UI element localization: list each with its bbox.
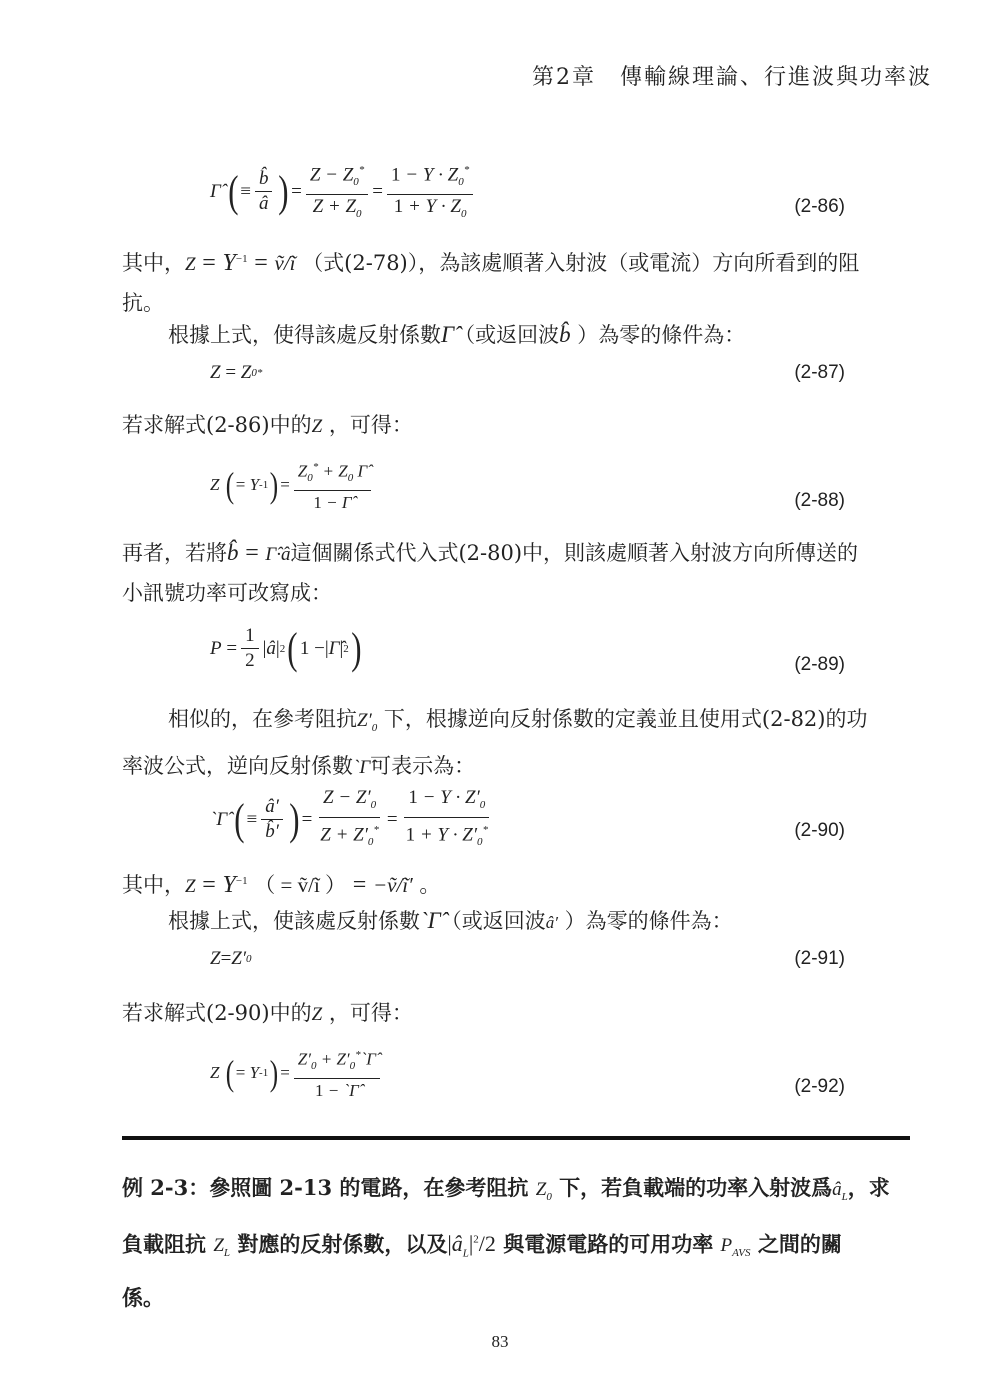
equation-2-90: `Γ̂ ( ≡ $\frac{â'}{b̂'}$ ) = $\frac{Z - Z'_0}{Z + Z'_0^*}$ = $\frac{1 - Y \cdot Z'_0}{1 + Y \cdot Z'_0^*}$: [210, 787, 489, 848]
equation-2-87: Z = Z 0 *: [210, 362, 263, 383]
page-number: 83: [491, 1332, 509, 1351]
paragraph-solve-2-90: 若求解式(2-90)中的Z ，可得：: [122, 1001, 413, 1025]
paragraph-zero-condition: 根據上式，使得該處反射係數Γ̂（或返回波b̂ ）為零的條件為：: [168, 322, 746, 347]
equation-number: (2-87): [794, 362, 845, 383]
equation-number: (2-88): [794, 490, 845, 511]
section-divider: [122, 1136, 910, 1140]
equation-number: (2-86): [794, 196, 845, 217]
equation-2-89: P = $\frac{1}{2}$ | â | 2 ( 1 − | Γ̂ | 2 ): [210, 623, 362, 673]
paragraph-reverse: 相似的，在參考阻抗$Z'_0$ 下，根據逆向反射係數的定義並且使用式(2-82)的功 率波公式，逆向反射係數`Γ̂可表示為：: [122, 707, 868, 778]
paragraph-impedance-reverse: 其中，$Z = Y^{-1}$ （ = ṽ/ĩ ） = −ṽ/ĩ′ 。: [122, 872, 441, 898]
example-2-3: 例 2-3：參照圖 2-13 的電路，在參考阻抗 $Z_0$ 下，若負載端的功率入射波爲$â_L$，求 負載阻抗 $Z_L$ 對應的反射係數，以及$|â_L|^2/2$ 與電源電路的可用功率 $P_{AVS}$ 之間的關 係。: [122, 1175, 890, 1310]
paragraph-impedance-definition: 其中，$Z = Y^{-1}$ = ṽ/ĩ （式(2-78)），為該處順著入射波（或電流）方向所看到的阻 抗。: [122, 250, 860, 315]
equation-2-86: Γ̂ ( ≡ $\frac{b̂}{â}$ ) = $\frac{Z - Z_0^*}{Z + Z_0}$ = $\frac{1 - Y \cdot Z_0^*}{1 + Y \cdot Z_0}$: [210, 158, 477, 226]
equation-2-88: Z ( = Y -1 ) = $\frac{Z_0^* + Z_0 \Gammâ}{1 - \Gammâ}$: [210, 455, 375, 515]
chapter-header: 第2章 傳輸線理論、行進波與功率波: [532, 65, 932, 90]
equation-number: (2-91): [794, 948, 845, 969]
paragraph-solve-2-86: 若求解式(2-86)中的Z ，可得：: [122, 413, 413, 437]
equation-number: (2-89): [794, 654, 845, 675]
equation-2-91: Z = Z′ 0: [210, 948, 252, 969]
equation-2-92: Z ( = Y -1 ) = $\frac{Z'_0 + Z'_0^*`\Gammâ}{1 - `\Gammâ}$: [210, 1043, 384, 1103]
paragraph-power: 再者，若將b̂ = Γ̂·â這個關係式代入式(2-80)中，則該處順著入射波方向所傳送的 小訊號功率可改寫成：: [122, 540, 859, 605]
equation-number: (2-90): [794, 820, 845, 841]
paragraph-zero-condition-reverse: 根據上式，使該處反射係數`Γ̂（或返回波â′ ）為零的條件為：: [168, 908, 733, 933]
equation-number: (2-92): [794, 1076, 845, 1097]
